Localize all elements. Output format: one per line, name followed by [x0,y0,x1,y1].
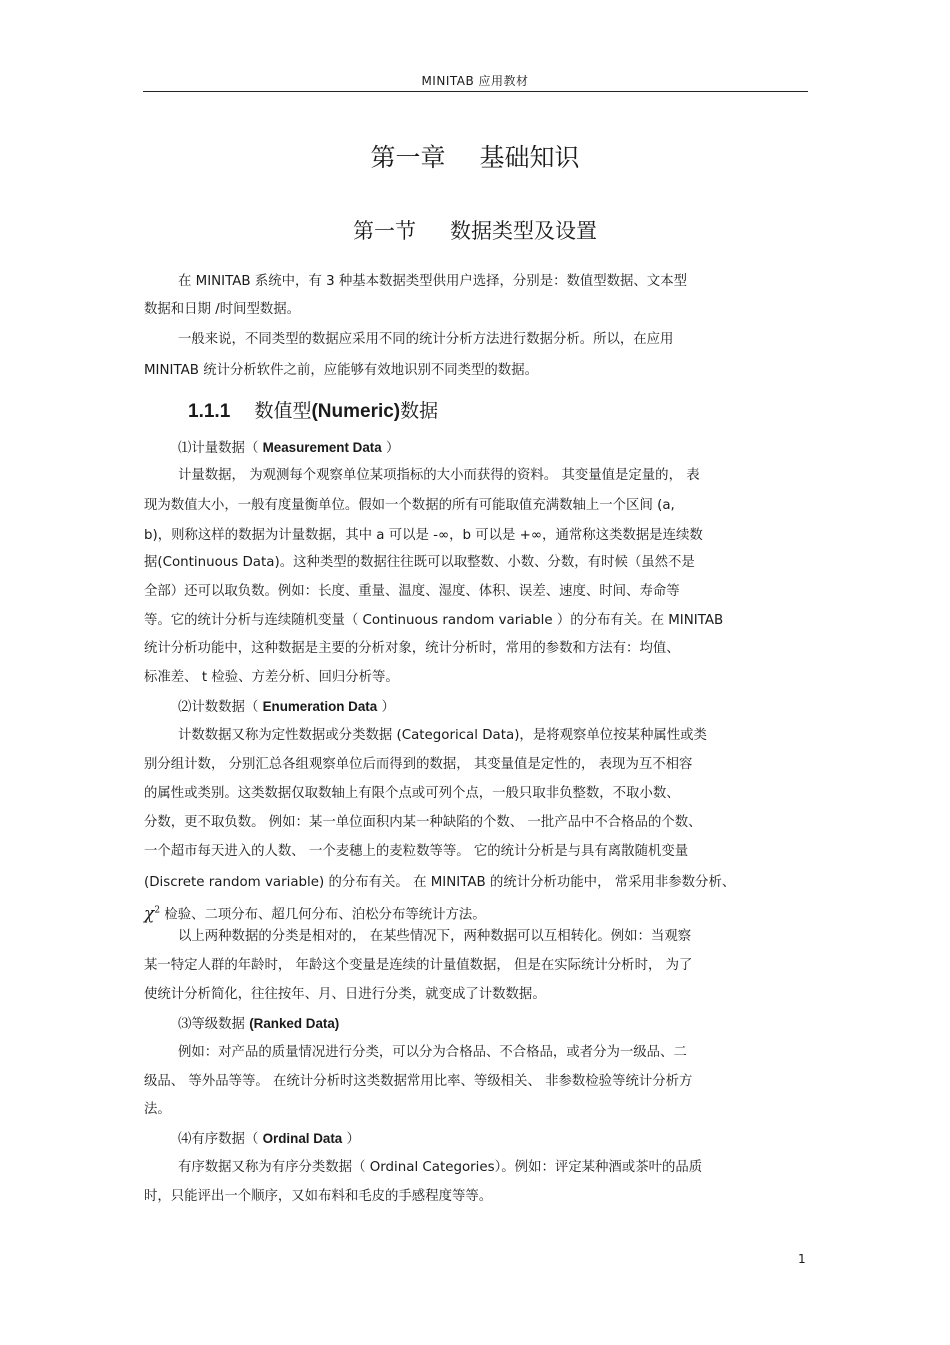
para-line: 法。 [144,1102,171,1117]
item-term: (Ranked Data) [249,1016,340,1031]
para-line: 别分组计数， 分别汇总各组观察单位后而得到的数据， 其变量值是定性的， 表现为互不相容 [144,757,693,772]
para-line: b)，则称这样的数据为计量数据，其中 a 可以是 -∞，b 可以是 +∞，通常称这类数据是连续数 [144,528,703,543]
subsection-post: 数据 [400,400,439,422]
chi-letter: χ [144,903,155,924]
chi-square-line [144,900,808,926]
item-close: ） [342,1132,360,1147]
para-line: 统计分析功能中，这种数据是主要的分析对象，统计分析时，常用的参数和方法有：均值、 [144,641,680,656]
para-line: 分数，更不取负数。 例如：某一单位面积内某一种缺陷的个数、 一批产品中不合格品的个数、 [144,815,702,830]
para-line: 等。它的统计分析与连续随机变量（ Continuous random variable ）的分布有关。在 MINITAB [144,613,724,628]
para-line: 以上两种数据的分类是相对的， 在某些情况下，两种数据可以互相转化。例如：当观察 [178,929,692,944]
item-close: ） [377,700,395,715]
para-line: (Discrete random variable) 的分布有关。 在 MINITAB 的统计分析功能中， 常采用非参数分析、 [144,875,736,890]
item-label: ⑵计数数据（ [178,700,263,715]
para-line: 计量数据， 为观测每个观察单位某项指标的大小而获得的资料。 其变量值是定量的， 表 [178,468,700,483]
para-line: 全部）还可以取负数。例如：长度、重量、温度、湿度、体积、误差、速度、时间、寿命等 [144,584,680,599]
chapter-name: 基础知识 [479,143,580,172]
chapter-number: 第一章 [370,143,446,172]
page-number: 1 [798,1252,806,1266]
para-line: 据(Continuous Data)。这种类型的数据往往既可以取整数、小数、分数，有时候（虽然不是 [144,555,695,570]
section-title [0,215,950,245]
para-line: 时，只能评出一个顺序，又如布料和毛皮的手感程度等等。 [144,1189,493,1204]
chi-text: 检验、二项分布、超几何分布、泊松分布等统计方法。 [160,907,486,923]
chapter-title [0,138,950,174]
section-name: 数据类型及设置 [450,219,597,243]
intro-line: 数据和日期 /时间型数据。 [144,302,301,317]
item-term: Enumeration Data [262,699,378,714]
chi-symbol [144,904,160,924]
item-label: ⑶等级数据 [178,1017,250,1032]
intro-line: 一般来说，不同类型的数据应采用不同的统计分析方法进行数据分析。所以，在应用 [178,332,674,347]
para-line: 标准差、 t 检验、方差分析、回归分析等。 [144,670,399,685]
para-line: 的属性或类别。这类数据仅取数轴上有限个点或可列个点，一般只取非负整数，不取小数、 [144,786,680,801]
running-header: MINITAB 应用教材 [421,74,529,88]
para-line: 例如：对产品的质量情况进行分类，可以分为合格品、不合格品，或者分为一级品、二 [178,1045,687,1060]
item-heading-3 [178,1014,808,1035]
subsection-bold: (Numeric) [311,401,401,422]
intro-line: 在 MINITAB 系统中，有 3 种基本数据类型供用户选择，分别是：数值型数据、文本型 [178,274,687,289]
subsection-heading [188,396,438,423]
para-line: 有序数据又称为有序分类数据（ Ordinal Categories）。例如：评定某种酒或茶叶的品质 [178,1160,703,1175]
item-close: ） [381,441,400,456]
subsection-pre: 数值型 [254,400,312,422]
item-heading-2 [178,697,808,718]
item-label: ⑴计量数据（ [178,441,263,456]
item-term: Ordinal Data [262,1131,343,1146]
section-number: 第一节 [353,219,416,243]
item-label: ⑷有序数据（ [178,1132,263,1147]
item-heading-1 [178,438,808,459]
item-term: Measurement Data [262,440,382,455]
para-line: 一个超市每天进入的人数、 一个麦穗上的麦粒数等等。 它的统计分析是与具有离散随机变量 [144,844,689,859]
subsection-number: 1.1.1 [188,401,231,422]
header-rule [143,91,808,92]
para-line: 现为数值大小，一般有度量衡单位。假如一个数据的所有可能取值充满数轴上一个区间 (a, [144,498,675,513]
para-line: 使统计分析简化，往往按年、月、日进行分类，就变成了计数数据。 [144,987,546,1002]
para-line: 某一特定人群的年龄时， 年龄这个变量是连续的计量值数据， 但是在实际统计分析时， 为了 [144,958,693,973]
item-heading-4 [178,1129,808,1150]
para-line: 级品、 等外品等等。 在统计分析时这类数据常用比率、等级相关、 非参数检验等统计分析方 [144,1074,693,1089]
para-line: 计数数据又称为定性数据或分类数据 (Categorical Data)，是将观察单位按某种属性或类 [178,728,707,743]
chi-superscript: 2 [154,905,161,915]
intro-line: MINITAB 统计分析软件之前，应能够有效地识别不同类型的数据。 [144,363,538,378]
